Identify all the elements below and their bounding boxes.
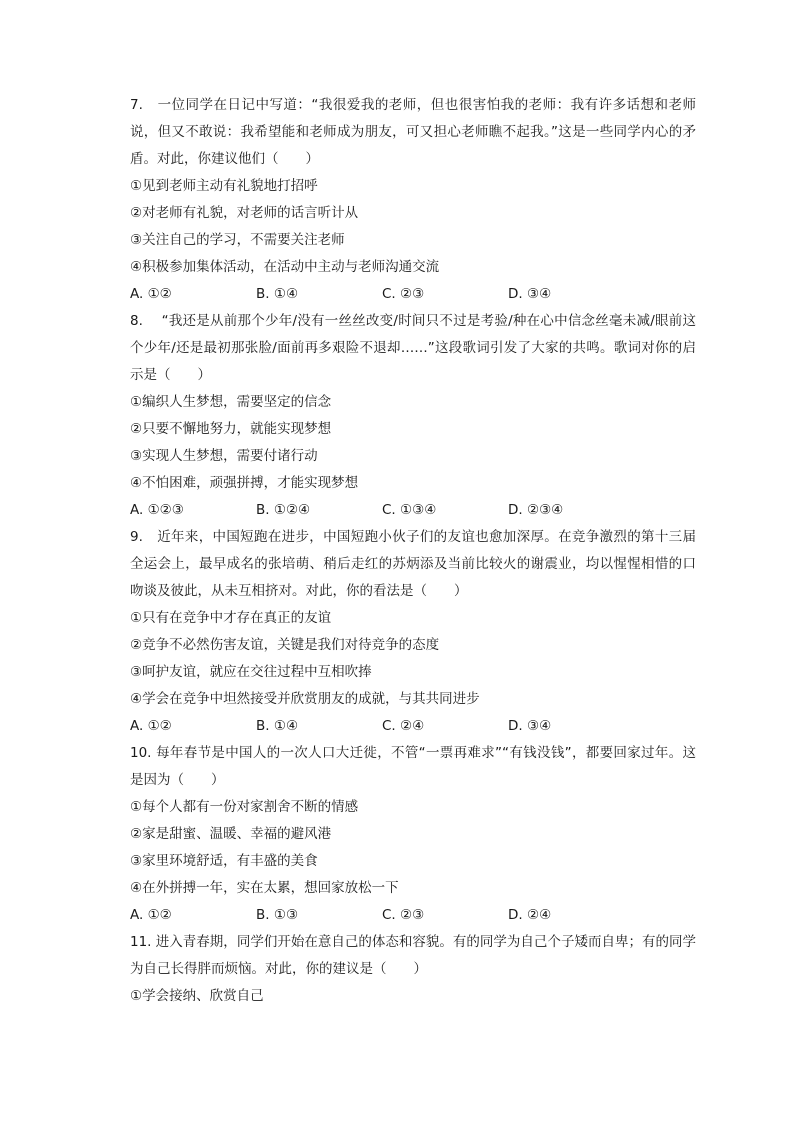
question-text: “我还是从前那个少年/没有一丝丝改变/时间只不过是考验/种在心中信念丝毫未减/眼前这个少年/还是最初那张脸/面前再多艰险不退却……”这段歌词引发了大家的共鸣。歌词对你的启示是（ ）: [130, 313, 697, 383]
question-stem: [130, 308, 696, 389]
option-item: ③呵护友谊，就应在交往过程中互相吹捧: [130, 664, 372, 680]
option-item: ③家里环境舒适，有丰盛的美食: [130, 853, 318, 869]
choice-d: D. ③④: [508, 286, 552, 302]
question-text: 一位同学在日记中写道：“我很爱我的老师，但也很害怕我的老师：我有许多话想和老师说，但又不敢说：我希望能和老师成为朋友，可又担心老师瞧不起我。”这是一些同学内心的矛盾。对此，你建议他们（ ）: [130, 97, 696, 167]
question-stem: [130, 92, 696, 173]
choice-d: D. ③④: [508, 718, 552, 734]
choice-b: B. ①④: [256, 718, 299, 734]
question-stem: [130, 740, 696, 794]
answer-choices: [130, 902, 696, 929]
choice-b: B. ①④: [256, 286, 299, 302]
choice-c: C. ①③④: [382, 502, 437, 518]
question-8: [130, 308, 696, 524]
choice-a: A. ①②: [130, 286, 172, 302]
question-11: [130, 929, 696, 1010]
option-item: ④积极参加集体活动，在活动中主动与老师沟通交流: [130, 259, 440, 275]
question-number: 8.: [130, 313, 143, 329]
question-stem: [130, 929, 696, 983]
question-stem: [130, 524, 696, 605]
option-item: ③关注自己的学习，不需要关注老师: [130, 232, 345, 248]
option-item: ①编织人生梦想，需要坚定的信念: [130, 394, 332, 410]
option-item: ②只要不懈地努力，就能实现梦想: [130, 421, 332, 437]
option-item: ①每个人都有一份对家割舍不断的情感: [130, 799, 359, 815]
option-item: ④不怕困难，顽强拼搏，才能实现梦想: [130, 475, 359, 491]
choice-d: D. ②③④: [508, 502, 564, 518]
question-text: 近年来，中国短跑在进步，中国短跑小伙子们的友谊也愈加深厚。在竞争激烈的第十三届全运会上，最早成名的张培萌、稍后走红的苏炳添及当前比较火的谢震业，均以惺惺相惜的口吻谈及彼此，从未互相挤对。对此，你的看法是（ ）: [130, 529, 696, 599]
answer-choices: [130, 713, 696, 740]
question-10: [130, 740, 696, 929]
choice-b: B. ①②④: [256, 502, 311, 518]
question-number: 9.: [130, 529, 143, 545]
question-9: [130, 524, 696, 740]
question-number: 7.: [130, 97, 143, 113]
option-item: ②家是甜蜜、温暖、幸福的避风港: [130, 826, 332, 842]
question-7: [130, 92, 696, 308]
choice-c: C. ②③: [382, 286, 425, 302]
question-number: 10.: [130, 745, 152, 761]
choice-c: C. ②③: [382, 907, 425, 923]
answer-choices: [130, 497, 696, 524]
question-text: 进入青春期，同学们开始在意自己的体态和容貌。有的同学为自己个子矮而自卑；有的同学为自己长得胖而烦恼。对此，你的建议是（ ）: [130, 934, 696, 977]
option-item: ④在外拼搏一年，实在太累，想回家放松一下: [130, 880, 399, 896]
choice-c: C. ②④: [382, 718, 425, 734]
option-item: ②对老师有礼貌，对老师的话言听计从: [130, 205, 359, 221]
option-item: ①见到老师主动有礼貌地打招呼: [130, 178, 318, 194]
option-item: ①学会接纳、欣赏自己: [130, 988, 264, 1004]
choice-a: A. ①②: [130, 718, 172, 734]
choice-a: A. ①②: [130, 907, 172, 923]
option-item: ①只有在竞争中才存在真正的友谊: [130, 610, 332, 626]
option-item: ④学会在竞争中坦然接受并欣赏朋友的成就，与其共同进步: [130, 691, 480, 707]
question-number: 11.: [130, 934, 152, 950]
option-item: ②竞争不必然伤害友谊，关键是我们对待竞争的态度: [130, 637, 440, 653]
choice-a: A. ①②③: [130, 502, 184, 518]
question-text: 每年春节是中国人的一次人口大迁徙，不管“一票再难求”“有钱没钱”，都要回家过年。这是因为（ ）: [130, 745, 696, 788]
option-item: ③实现人生梦想，需要付诸行动: [130, 448, 318, 464]
question-list: [130, 92, 696, 1010]
choice-d: D. ②④: [508, 907, 552, 923]
choice-b: B. ①③: [256, 907, 299, 923]
answer-choices: [130, 281, 696, 308]
